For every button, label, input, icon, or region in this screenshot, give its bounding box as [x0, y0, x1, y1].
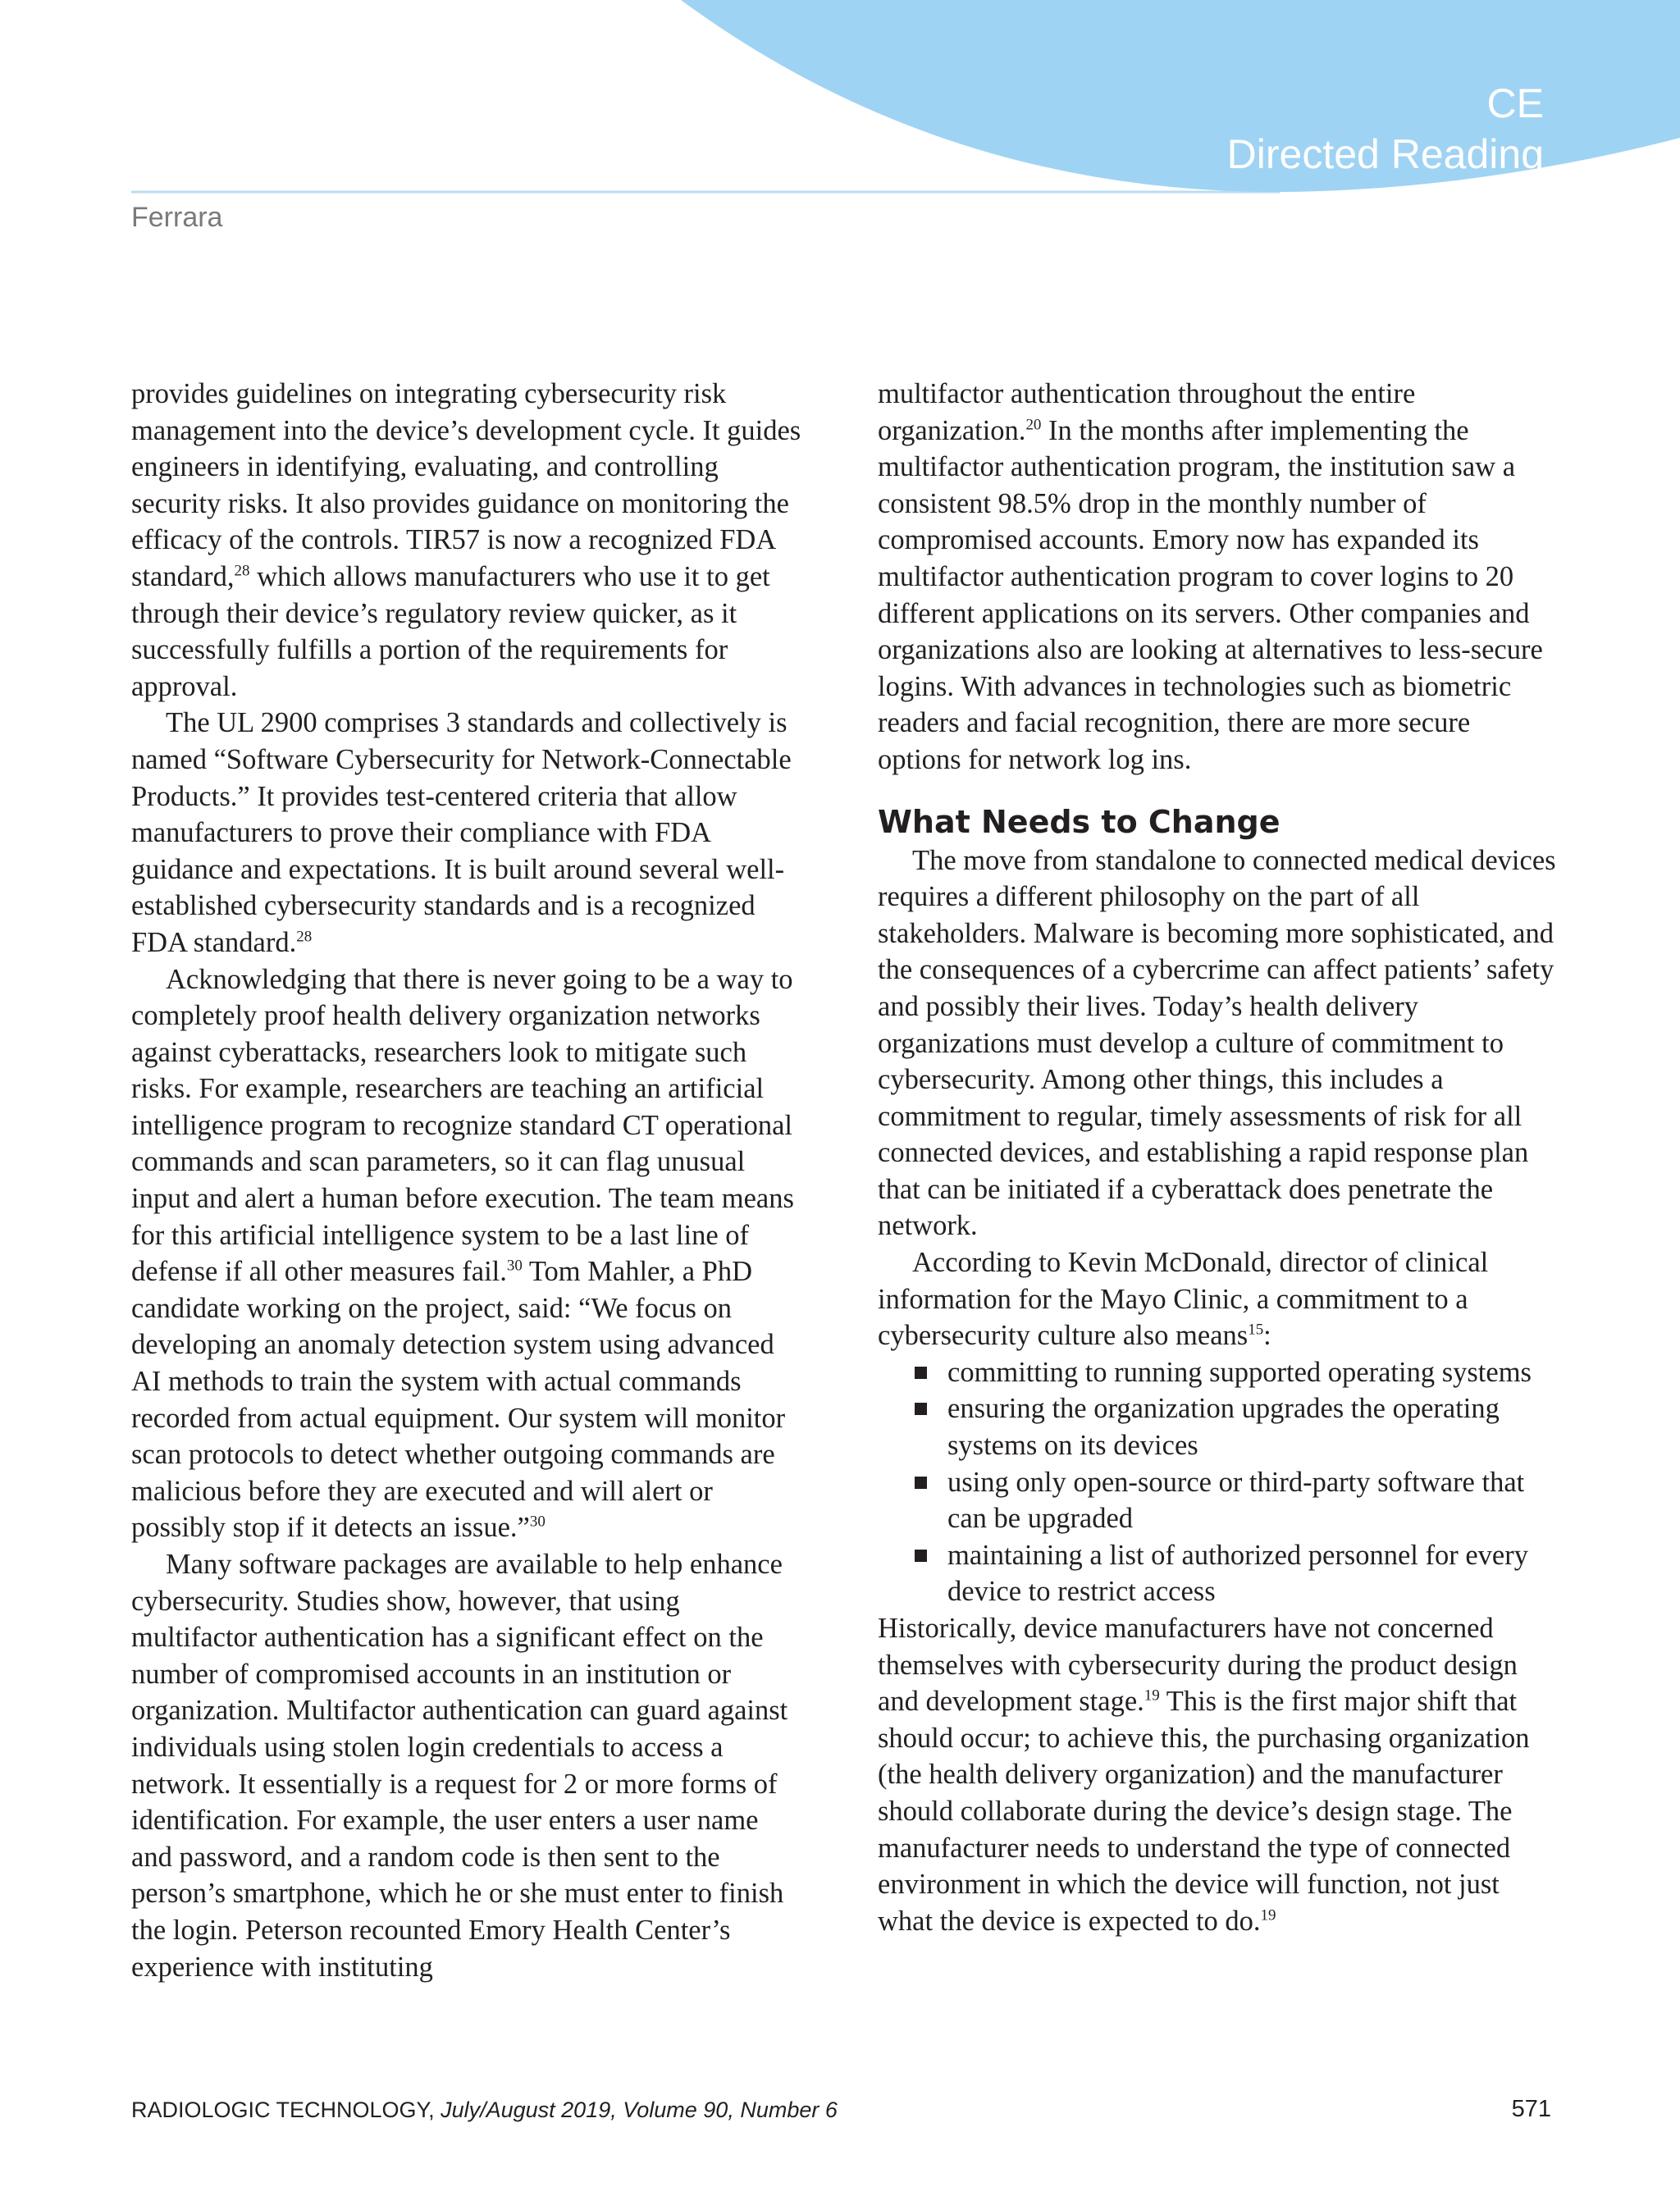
section-tag-line1: CE — [1486, 80, 1544, 126]
citation: 30 — [529, 1513, 546, 1531]
bullet-item: ensuring the organization upgrades the operating systems on its devices — [947, 1390, 1559, 1463]
citation: 30 — [506, 1257, 523, 1275]
right-column — [878, 376, 1559, 1939]
paragraph: The UL 2900 comprises 3 standards and collectively is named “Software Cybersecurity for Network-Connectable Products.” It provides test-centered criteria that allow manufacturers to prove their compliance with FDA guidance and expectations. It is built around several well-established cybersecurity standards and is a recognized FDA standard.$^{28}$ — [131, 707, 792, 958]
left-column — [131, 376, 804, 1985]
paragraph: Acknowledging that there is never going to be a way to completely proof health delivery organization networks against cyberattacks, researchers look to mitigate such risks. For example, researchers are teaching an artificial intelligence program to recognize standard CT operational commands and scan parameters, so it can flag unusual input and alert a human before execution. The team means for this artificial intelligence system to be a last line of defense if all other measures fail.$^{30}$ Tom Mahler, a PhD candidate working on the project, said: “We focus on developing an anomaly detection system using advanced AI methods to train the system with actual commands recorded from actual equipment. Our system will monitor scan protocols to detect whether outgoing commands are malicious before they are executed and will alert or possibly stop if it detects an issue.”$^{30}$ — [131, 963, 794, 1544]
page-number: 571 — [1511, 2096, 1551, 2122]
section-tag-line2: Directed Reading — [1226, 131, 1544, 177]
paragraph: multifactor authentication throughout the entire organization.$^{20}$ In the months after implementing the multifactor authentication program, the institution saw a consistent 98.5% drop in the monthly number of compromised accounts. Emory now has expanded its multifactor authentication program to cover logins to 20 different applications on its servers. Other companies and organizations also are looking at alternatives to less-secure logins. With advances in technologies such as biometric readers and facial recognition, there are more secure options for network log ins. — [878, 378, 1543, 775]
paragraph: Historically, device manufacturers have not concerned themselves with cybersecurity during the product design and development stage.$^{19}$ This is the first major shift that should occur; to achieve this, the purchasing organization (the health delivery organization) and the manufacturer should collaborate during the device’s design stage. The manufacturer needs to understand the type of connected environment in which the device will function, not just what the device is expected to do.$^{19}$ — [878, 1613, 1530, 1937]
footer-journal — [131, 2098, 838, 2123]
section-tag — [1227, 78, 1544, 180]
paragraph: Many software packages are available to help enhance cybersecurity. Studies show, however, that using multifactor authentication has a significant effect on the number of compromised accounts in an institution or organization. Multifactor authentication can guard against individuals using stolen login credentials to access a network. It essentially is a request for 2 or more forms of identification. For example, the user enters a user name and password, and a random code is then sent to the person’s smartphone, which he or she must enter to finish the login. Peterson recounted Emory Health Center’s experience with instituting — [131, 1549, 788, 1983]
paragraph: The move from standalone to connected medical devices requires a different philosophy on the part of all stakeholders. Malware is becoming more sophisticated, and the consequences of a cybercrime can affect patients’ safety and possibly their lives. Today’s health delivery organizations must develop a culture of commitment to cybersecurity. Among other things, this includes a commitment to regular, timely assessments of risk for all connected devices, and establishing a rapid response plan that can be initiated if a cyberattack does penetrate the network. — [878, 844, 1556, 1242]
bullet-item: maintaining a list of authorized personnel for every device to restrict access — [947, 1537, 1559, 1610]
citation: 19 — [1260, 1906, 1276, 1924]
citation: 19 — [1144, 1687, 1160, 1705]
journal-name: RADIOLOGIC TECHNOLOGY, — [131, 2098, 441, 2122]
citation: 28 — [234, 562, 250, 580]
journal-issue: July/August 2019, Volume 90, Number 6 — [441, 2098, 838, 2122]
running-head-author: Ferrara — [131, 202, 223, 233]
citation: 28 — [296, 928, 313, 946]
bullet-item: using only open-source or third-party software that can be upgraded — [947, 1464, 1559, 1537]
bullet-list — [878, 1354, 1559, 1610]
citation: 20 — [1025, 416, 1042, 434]
section-heading: What Needs to Change — [878, 803, 1281, 840]
citation: 15 — [1248, 1321, 1264, 1339]
bullet-item: committing to running supported operating systems — [947, 1354, 1559, 1391]
paragraph: provides guidelines on integrating cybersecurity risk management into the device’s development cycle. It guides engineers in identifying, evaluating, and controlling security risks. It also provides guidance on monitoring the efficacy of the controls. TIR57 is now a recognized FDA standard,$^{28}$ which allows manufacturers who use it to get through their device’s regulatory review quicker, as it successfully fulfills a portion of the requirements for approval. — [131, 378, 801, 702]
paragraph: According to Kevin McDonald, director of clinical information for the Mayo Clinic, a commitment to a cybersecurity culture also means$^{15}$: — [878, 1247, 1489, 1352]
